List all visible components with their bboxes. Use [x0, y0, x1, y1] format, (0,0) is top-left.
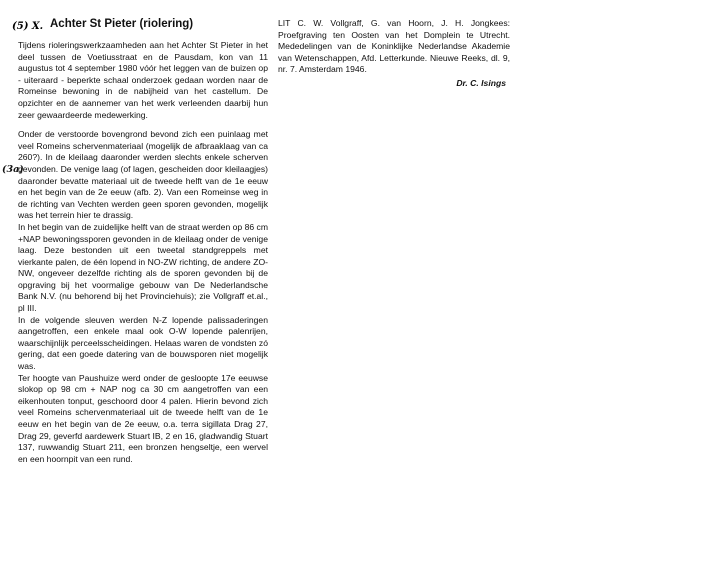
handwritten-margin-mark: (3a): [2, 164, 24, 176]
paragraph-barrel-well: Ter hoogte van Paushuize werd onder de gesloopte 17e eeuwse slokop op 98 cm + NAP nog ca 30 cm aangetroffen van een eikenhouten tonput, geschoord door 4 palen. Hierin bevond zich veel Romeins schervenmateriaal uit de tweede helft van de 1e eeuw en het begin van de 2e eeuw, o.a. terra sigillata Drag 27, Drag 29, geverfd aardewerk Stuart IB, 2 en 16, gladwandig Stuart 137, ruwwandig Stuart 211, een bronzen hengseltje, een wervel en een hoornpit van een rund.: [18, 372, 268, 464]
left-column: [2, 18, 268, 465]
article-title: Achter St Pieter (riolering): [50, 18, 194, 30]
author-signature: Dr. C. Isings: [456, 77, 506, 88]
paragraph-stratigraphy: [2, 129, 268, 222]
right-column: [278, 18, 510, 88]
paragraph-intro: Tijdens rioleringswerkzaamheden aan het Achter St Pieter in het deel tussen de Voetiusstraat en de Pausdam, kon van 11 augustus tot 4 september 1980 vóór het leggen van de buizen op - uiteraard - beperkte schaal onderzoek gedaan worden naar de Romeinse bewoning in de nabijheid van het castellum. De opzichter en de aannemer van het werk verleenden daarbij hun zeer gewaardeerde medewerking.: [18, 40, 268, 120]
paragraph-stratigraphy-part1: Onder de verstoorde bovengrond bevond zich een puinlaag met veel Romeins schervenmateriaal (mogelijk de afbraaklaag van ca 260?). In de kleilaag: [18, 129, 268, 163]
article-heading: [12, 18, 268, 36]
paragraph-palisades: In de volgende sleuven werden N-Z lopende palissaderingen aangetroffen, een enkele maal ook O-W lopende palenrijen, waarschijnlijk perceelsscheidingen. Helaas waren de vondsten zó gering, dat een goede datering van de bouwsporen niet mogelijk was.: [18, 314, 268, 372]
paragraph-stratigraphy-part2: daaronder werden slechts enkele scherven gevonden. De venige laag (of lagen, gescheiden door kleilaagjes) daaronder bevatte materiaal uit de tweede helft van de 1e eeuw en het begin van de 2e eeuw (afb. 2). Van een Romeinse weg in de richting van Vechten werden geen sporen gevonden, mogelijk was het terrein hier te drassig.: [18, 152, 268, 221]
handwritten-marginal-note: (5) X.: [12, 21, 44, 32]
paragraph-habitation-traces: In het begin van de zuidelijke helft van de straat werden op 86 cm +NAP bewoningssporen gevonden in de kleilaag onder de venige laag. Deze bestonden uit een tweetal standgreppels met vierkante palen, de één lopend in NO-ZW richting, de andere ZO-NW, ongeveer dezelfde richting als de sporen gevonden bij de opgraving bij het voormalige gebouw van De Nederlandsche Bank N.V. (nu behorend bij het Provinciehuis); zie Vollgraff et.al., pl III.: [18, 221, 268, 314]
literature-reference: LIT C. W. Vollgraff, G. van Hoorn, J. H. Jongkees: Proefgraving ten Oosten van het Domplein te Utrecht. Mededelingen van de Koninklijke Nederlandse Akademie van Wetenschappen, Afd. Letterkunde. Nieuwe Reeks, dl. 9, nr. 7. Amsterdam 1946.: [278, 18, 510, 75]
